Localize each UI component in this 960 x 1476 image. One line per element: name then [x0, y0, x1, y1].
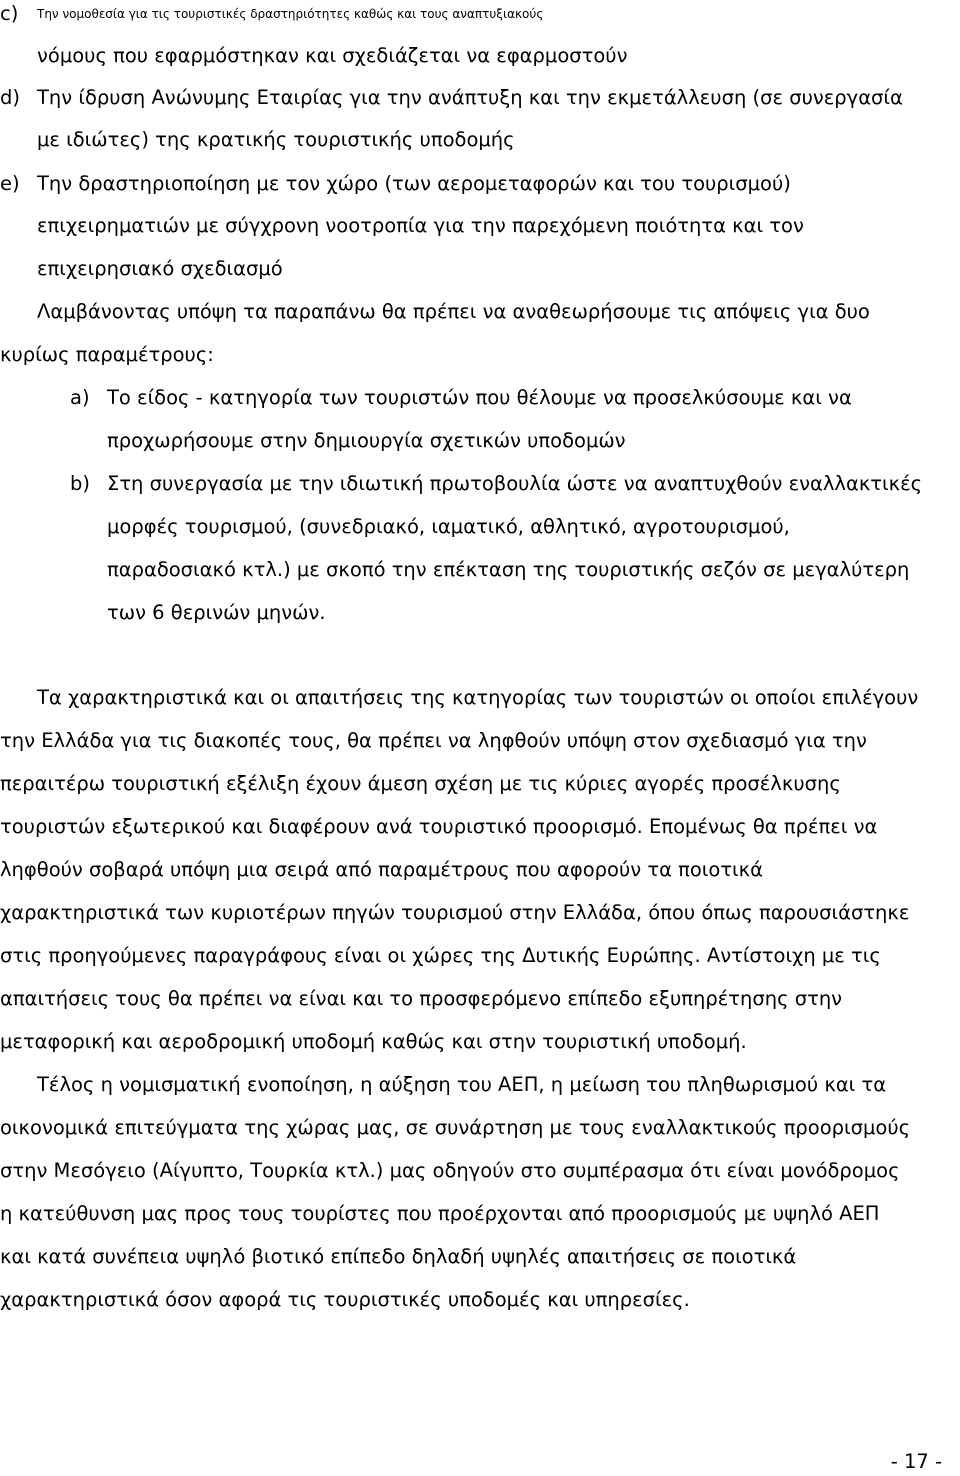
- paragraph-1-line-6: χαρακτηριστικά των κυριοτέρων πηγών τουρισμού στην Ελλάδα, όπου όπως παρουσιάστηκε: [0, 901, 910, 924]
- page-number: - 17 -: [890, 1450, 942, 1473]
- list-item-e-line-2: επιχειρηματιών με σύγχρονη νοοτροπία για την παρεχόμενη ποιότητα και τον: [37, 214, 804, 237]
- list-item-b-line-4: των 6 θερινών μηνών.: [107, 601, 326, 624]
- list-marker-b: b): [70, 472, 90, 495]
- list-item-b-line-3: παραδοσιακό κτλ.) με σκοπό την επέκταση της τουριστικής σεζόν σε μεγαλύτερη: [107, 558, 910, 581]
- list-marker-c: c): [0, 2, 19, 25]
- paragraph-1-line-3: περαιτέρω τουριστική εξέλιξη έχουν άμεση σχέση με τις κύριες αγορές προσέλκυσης: [0, 772, 841, 795]
- paragraph-1-line-2: την Ελλάδα για τις διακοπές τους, θα πρέπει να ληφθούν υπόψη στον σχεδιασμό για την: [0, 729, 867, 752]
- paragraph-1-line-7: στις προηγούμενες παραγράφους είναι οι χώρες της Δυτικής Ευρώπης. Αντίστοιχη με τις: [0, 944, 881, 967]
- list-item-b-line-1: Στη συνεργασία με την ιδιωτική πρωτοβουλία ώστε να αναπτυχθούν εναλλακτικές: [107, 472, 923, 495]
- list-item-d-line-2: με ιδιώτες) της κρατικής τουριστικής υποδομής: [37, 128, 515, 151]
- paragraph-1-line-1: Τα χαρακτηριστικά και οι απαιτήσεις της κατηγορίας των τουριστών οι οποίοι επιλέγουν: [37, 686, 919, 709]
- paragraph-2-line-5: και κατά συνέπεια υψηλό βιοτικό επίπεδο δηλαδή υψηλές απαιτήσεις σε ποιοτικά: [0, 1245, 797, 1268]
- list-item-a-line-1: Το είδος - κατηγορία των τουριστών που θέλουμε να προσελκύσουμε και να: [107, 386, 852, 409]
- paragraph-1-line-8: απαιτήσεις τους θα πρέπει να είναι και το προσφερόμενο επίπεδο εξυπηρέτησης στην: [0, 987, 843, 1010]
- paragraph-2-line-3: στην Μεσόγειο (Αίγυπτο, Τουρκία κτλ.) μας οδηγούν στο συμπέρασμα ότι είναι μονόδρομος: [0, 1159, 900, 1182]
- paragraph-2-line-4: η κατεύθυνση μας προς τους τουρίστες που προέρχονται από προορισμούς με υψηλό ΑΕΠ: [0, 1202, 880, 1225]
- list-item-a-line-2: προχωρήσουμε στην δημιουργία σχετικών υποδομών: [107, 429, 626, 452]
- list-marker-a: a): [70, 386, 90, 409]
- intro-line-2: κυρίως παραμέτρους:: [0, 343, 214, 366]
- list-item-e-line-3: επιχειρησιακό σχεδιασμό: [37, 257, 283, 280]
- list-item-c-line-2: νόμους που εφαρμόστηκαν και σχεδιάζεται να εφαρμοστούν: [37, 44, 628, 67]
- paragraph-1-line-4: τουριστών εξωτερικού και διαφέρουν ανά τουριστικό προορισμό. Επομένως θα πρέπει να: [0, 815, 878, 838]
- paragraph-1-line-5: ληφθούν σοβαρά υπόψη μια σειρά από παραμέτρους που αφορούν τα ποιοτικά: [0, 858, 764, 881]
- list-item-d-line-1: Την ίδρυση Ανώνυμης Εταιρίας για την ανάπτυξη και την εκμετάλλευση (σε συνεργασία: [37, 86, 903, 109]
- list-item-e-line-1: Την δραστηριοποίηση με τον χώρο (των αεροµεταφορών και του τουρισμού): [37, 172, 791, 195]
- paragraph-1-line-9: μεταφορική και αεροδρομική υποδομή καθώς και στην τουριστική υποδομή.: [0, 1030, 747, 1053]
- list-marker-d: d): [0, 86, 20, 109]
- list-item-c-line-1: Την νομοθεσία για τις τουριστικές δραστηριότητες καθώς και τους αναπτυξιακούς: [37, 7, 544, 21]
- list-item-b-line-2: μορφές τουρισμού, (συνεδριακό, ιαματικό, αθλητικό, αγροτουρισμού,: [107, 515, 790, 538]
- paragraph-2-line-1: Τέλος η νομισματική ενοποίηση, η αύξηση του ΑΕΠ, η μείωση του πληθωρισμού και τα: [37, 1073, 887, 1096]
- list-marker-e: e): [0, 172, 20, 195]
- intro-line-1: Λαμβάνοντας υπόψη τα παραπάνω θα πρέπει να αναθεωρήσουμε τις απόψεις για δυο: [37, 300, 870, 323]
- paragraph-2-line-6: χαρακτηριστικά όσον αφορά τις τουριστικές υποδομές και υπηρεσίες.: [0, 1288, 690, 1311]
- paragraph-2-line-2: οικονομικά επιτεύγματα της χώρας μας, σε συνάρτηση με τους εναλλακτικούς προορισμούς: [0, 1116, 911, 1139]
